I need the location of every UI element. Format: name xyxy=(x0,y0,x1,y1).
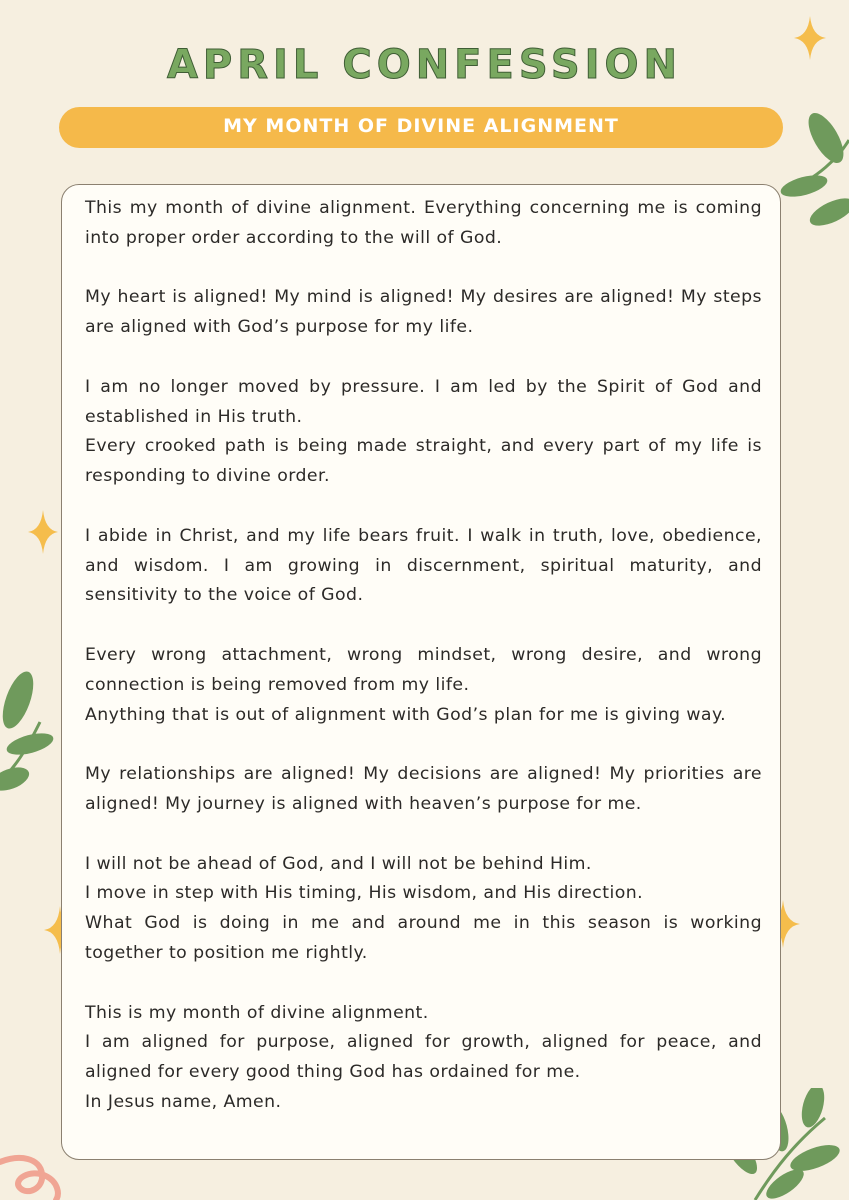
paragraph: I am no longer moved by pressure. I am led by the Spirit of God and established in His truth. xyxy=(85,376,762,427)
page-subtitle: MY MONTH OF DIVINE ALIGNMENT xyxy=(223,115,619,137)
paragraph: I move in step with His timing, His wisdom, and His direction. xyxy=(85,883,644,904)
leaf-branch-icon xyxy=(0,662,58,802)
paragraph: I abide in Christ, and my life bears fruit. I walk in truth, love, obedience, and wisdom. I am growing in discernment, spiritual maturity, and sensitivity to the voice of God. xyxy=(85,525,762,606)
paragraph: My heart is aligned! My mind is aligned! My desires are aligned! My steps are aligned with God’s purpose for my life. xyxy=(85,287,762,338)
paragraph: Anything that is out of alignment with God’s plan for me is giving way. xyxy=(85,704,727,725)
paragraph: I am aligned for purpose, aligned for growth, aligned for peace, and aligned for every good thing God has ordained for me. xyxy=(85,1032,762,1083)
paragraph: Every wrong attachment, wrong mindset, wrong desire, and wrong connection is being removed from my life. xyxy=(85,644,762,695)
page-title: APRIL CONFESSION xyxy=(166,42,683,88)
subtitle-banner xyxy=(59,107,783,148)
paragraph: This is my month of divine alignment. xyxy=(85,1002,429,1023)
paragraph: What God is doing in me and around me in this season is working together to position me rightly. xyxy=(85,913,762,963)
leaf-branch-icon xyxy=(778,108,849,238)
confession-card xyxy=(61,184,781,1160)
confession-text xyxy=(85,194,762,1118)
paragraph: I will not be ahead of God, and I will not be behind Him. xyxy=(85,853,592,874)
paragraph: Every crooked path is being made straight, and every part of my life is responding to divine order. xyxy=(85,436,762,487)
paragraph: My relationships are aligned! My decisions are aligned! My priorities are aligned! My journey is aligned with heaven’s purpose for me. xyxy=(85,764,762,814)
paragraph: In Jesus name, Amen. xyxy=(85,1091,282,1112)
swirl-icon xyxy=(0,1144,66,1200)
paragraph: This my month of divine alignment. Everything concerning me is coming into proper order according to the will of God. xyxy=(85,198,762,248)
sparkle-icon xyxy=(26,508,60,556)
